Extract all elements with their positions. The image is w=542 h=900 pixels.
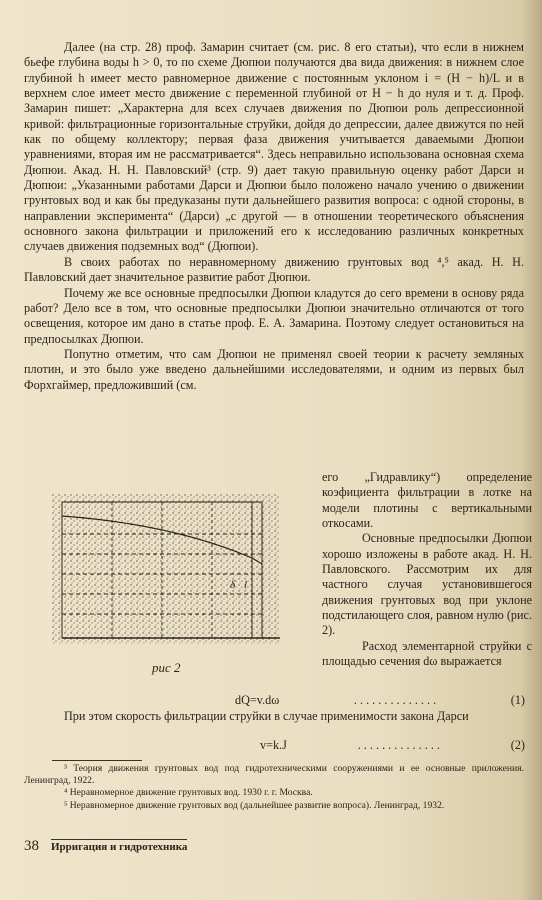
formula-2-dots: . . . . . . . . . . . . . . [357,738,440,752]
formula-1-expr: dQ=v.dω [235,693,280,707]
wrap-paragraph-3: Расход элементарной струйки с площадью сечения dω выражается [322,638,532,669]
wrapped-text [322,470,532,669]
formula-1 [235,693,525,708]
page-footer [24,838,324,855]
footnote-rule [52,760,142,761]
figure-label-l: l [244,579,248,591]
wrap-paragraph-1: его „Гидравлику“) определение коэфициента фильтрации в лотке на модели плотины с вертикальными откосами. [322,470,532,531]
text-after-formula-1 [24,709,524,724]
paragraph-after-formula: При этом скорость фильтрации струйки в случае применимости закона Дарси [64,709,469,723]
footnotes [24,763,524,812]
body-text [24,40,524,393]
figure-caption: рис 2 [152,660,181,675]
page-number: 38 [24,838,39,854]
formula-2-number: (2) [510,738,525,752]
footnote-4: ⁴ Неравномерное движение грунтовых вод. 1930 г. г. Москва. [64,787,313,799]
formula-2-expr: v=k.J [260,738,287,752]
paragraph-4: Попутно отметим, что сам Дюпюи не применял своей теории к расчету земляных плотин, и это было уже введено дальнейшими исследователями, и одним из первых был Форхгаймер, предложивший (см. [24,346,524,392]
formula-1-number: (1) [510,693,525,707]
footnote-3: ³ Теория движения грунтовых вод под гидротехническими сооружениями и ее основные приложения. Ленинград, 1922. [24,763,524,787]
paragraph-3: Почему же все основные предпосылки Дюпюи кладутся до сего времени в основу ряда работ? Дело все в том, что основные предпосылки Дюпюи значительно отличаются от того освещения, которое им дано в статье проф. Е. А. Замарина. Поэтому следует остановиться на предпосылках Дюпюи. [24,285,524,346]
dam-filtration-diagram [52,494,318,682]
formula-1-dots: . . . . . . . . . . . . . . [353,693,437,707]
formula-2 [260,738,525,753]
wrap-paragraph-2: Основные предпосылки Дюпюи хорошо изложены в работе акад. Н. Н. Павловского. Рассмотрим их для частного случая установившегося движения грунтовых вод при уклоне подстилающего слоя, равном нулю (рис. 2). [322,531,532,638]
paragraph-1: Далее (на стр. 28) проф. Замарин считает (см. рис. 8 его статьи), что если в нижнем бьефе глубина воды h > 0, то по схеме Дюпюи получаются два вида движения: в нижнем слое глубиной h имеет место равномерное движение с постоянным уклоном i = (H − h)/L и в верхнем слое имеет место движение с переменной глубиной от H − h до нуля и т. д. Проф. Замарин пишет: „Характерна для всех случаев движения по Дюпюи роль депрессионной кривой: фильтрационные горизонтальные струйки, дойдя до депрессии, далее движутся по ней как по общему коллектору; первая фаза движения учитывается даваемыми Дюпюи уравнениями, вторая им не рассматривается“. Здесь неправильно использована основная схема Дюпюи. Акад. Н. Н. Павловский³ (стр. 9) дает такую правильную оценку работ Дарси и Дюпюи: „Указанными работами Дарси и Дюпюи было положено начало учению о движении грунтовых вод и как бы предуказаны пути дальнейшего развития вопроса: с одной стороны, в направлении эксперимента“ (Дарси) „с другой — в отношении теоретического объяснения основного закона фильтрации и приложений его к исследованию различных конкретных случаев движения подземных вод“ (Дюпюи). [24,40,524,254]
figure-label-delta: δ [230,579,236,591]
footnote-5: ⁵ Неравномерное движение грунтовых вод (дальнейшее развитие вопроса). Ленинград, 1932. [64,799,445,811]
figure-2 [52,494,318,682]
journal-name: Ирригация и гидротехника [51,841,188,853]
paragraph-2: В своих работах по неравномерному движению грунтовых вод ⁴,⁵ акад. Н. Н. Павловский дает значительное развитие работ Дюпюи. [24,254,524,285]
